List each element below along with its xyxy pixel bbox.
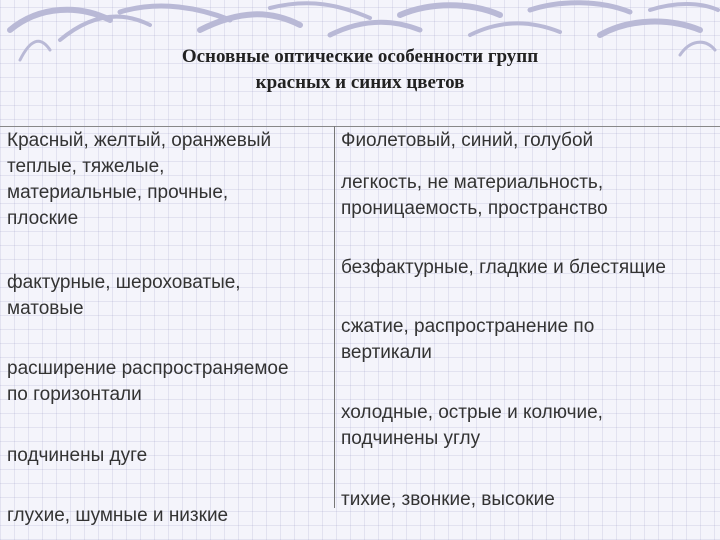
left-row-1-line-b: материальные, прочные, [7,182,229,203]
right-row-3-line-a: сжатие, распространение по [341,316,595,337]
left-row-2-line-b: матовые [7,298,84,319]
left-row-4: подчинены дуге [7,445,148,466]
right-column-header: Фиолетовый, синий, голубой [341,130,594,151]
left-row-3 [7,356,329,408]
right-row-4-line-a: холодные, острые и колючие, [341,402,603,423]
right-row-1-line-a: легкость, не материальность, [341,172,604,193]
table-top-border [0,126,720,127]
right-row-4 [341,400,716,452]
left-row-3-line-b: по горизонтали [7,384,142,405]
left-row-1-line-c: плоские [7,208,79,229]
right-row-5: тихие, звонкие, высокие [341,489,555,510]
right-row-3 [341,314,716,366]
left-row-2-line-a: фактурные, шероховатые, [7,272,241,293]
left-row-5: глухие, шумные и низкие [7,505,229,526]
title-line-2: красных и синих цветов [255,72,465,93]
left-row-3-line-a: расширение распространяемое [7,358,289,379]
left-row-2 [7,270,329,322]
left-column-header: Красный, желтый, оранжевый [7,130,272,151]
page-title [60,44,660,96]
right-row-4-line-b: подчинены углу [341,428,481,449]
title-line-1: Основные оптические особенности групп [181,46,539,67]
right-row-1-line-b: проницаемость, пространство [341,198,608,219]
right-row-1 [341,170,716,222]
left-row-1 [7,154,329,232]
right-row-3-line-b: вертикали [341,342,432,363]
column-divider [334,126,335,508]
left-row-1-line-a: теплые, тяжелые, [7,156,165,177]
right-row-2: безфактурные, гладкие и блестящие [341,257,666,278]
